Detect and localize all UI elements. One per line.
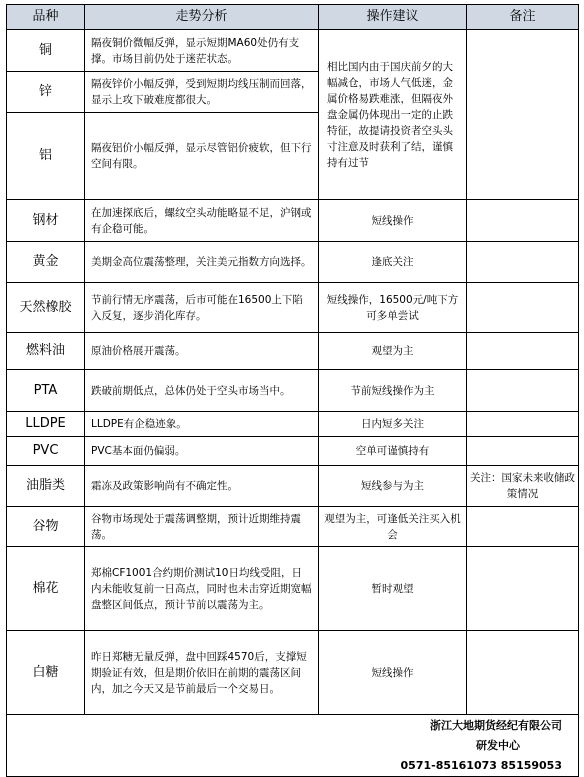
variety-name: 铜	[7, 30, 85, 72]
variety-name: 钢材	[7, 200, 85, 242]
trend-text: LLDPE有企稳迹象。	[85, 412, 319, 437]
variety-name: 棉花	[7, 547, 85, 631]
trend-text: 隔夜锌价小幅反弹，受到短期均线压制而回落，显示上攻下破难度都很大。	[85, 72, 319, 113]
advice-text: 日内短多关注	[319, 412, 467, 437]
advice-text: 观望为主	[319, 333, 467, 370]
merged-advice: 相比国内由于国庆前夕的大幅减仓，市场人气低迷，金属价格易跌难涨，但隔夜外盘金属仍体现出一定的止跌特征，故提请投资者空头头寸注意及时获利了结，谨慎持有过节	[319, 30, 467, 200]
trend-text: PVC基本面仍偏弱。	[85, 437, 319, 466]
advice-text: 短线操作	[319, 200, 467, 242]
table-row	[7, 437, 579, 466]
advice-text: 观望为主，可逢低关注买入机会	[319, 507, 467, 547]
trend-text: 跌破前期低点，总体仍处于空头市场当中。	[85, 370, 319, 412]
trend-text: 原油价格展开震荡。	[85, 333, 319, 370]
table-row	[7, 547, 579, 631]
advice-text: 短线参与为主	[319, 466, 467, 507]
footer-row	[7, 715, 579, 777]
table-row	[7, 30, 579, 72]
variety-name: 铝	[7, 113, 85, 200]
trend-text: 霜冻及政策影响尚有不确定性。	[85, 466, 319, 507]
advice-text: 短线操作，16500元/吨下方可多单尝试	[319, 283, 467, 333]
trend-text: 昨日郑糖无量反弹，盘中回踩4570后，支撑短期验证有效，但是期价依旧在前期的震荡区间内，加之今天又是节前最后一个交易日。	[85, 631, 319, 715]
variety-name: LLDPE	[7, 412, 85, 437]
header-row	[7, 5, 579, 30]
variety-name: 油脂类	[7, 466, 85, 507]
table-row	[7, 466, 579, 507]
note-text	[467, 507, 579, 547]
note-text	[467, 333, 579, 370]
table-row	[7, 200, 579, 242]
table-row	[7, 507, 579, 547]
note-text	[467, 437, 579, 466]
header-variety: 品种	[7, 5, 85, 30]
trend-text: 隔夜铝价小幅反弹，显示尽管铝价疲软，但下行空间有限。	[85, 113, 319, 200]
table-row	[7, 242, 579, 283]
note-text	[467, 631, 579, 715]
footer-phone: 0571-85161073 85159053	[400, 758, 562, 772]
table-row	[7, 631, 579, 715]
advice-text: 空单可谨慎持有	[319, 437, 467, 466]
variety-name: 黄金	[7, 242, 85, 283]
trend-text: 郑棉CF1001合约期价测试10日均线受阻，日内未能收复前一日高点，同时也未击穿近期宽幅盘整区间低点，预计节前以震荡为主。	[85, 547, 319, 631]
table-row	[7, 370, 579, 412]
variety-name: 谷物	[7, 507, 85, 547]
header-trend: 走势分析	[85, 5, 319, 30]
variety-name: 白糖	[7, 631, 85, 715]
footer-company: 浙江大地期货经纪有限公司	[430, 718, 562, 732]
trend-text: 隔夜铜价微幅反弹，显示短期MA60处仍有支撑。市场目前仍处于迷茫状态。	[85, 30, 319, 72]
note-text: 关注：国家未来收储政策情况	[467, 466, 579, 507]
note-text	[467, 242, 579, 283]
market-analysis-table	[6, 4, 579, 777]
variety-name: 天然橡胶	[7, 283, 85, 333]
footer	[7, 715, 579, 777]
trend-text: 在加速探底后，螺纹空头动能略显不足，沪钢或有企稳可能。	[85, 200, 319, 242]
header-advice: 操作建议	[319, 5, 467, 30]
note-text	[467, 200, 579, 242]
header-notes: 备注	[467, 5, 579, 30]
table-row	[7, 333, 579, 370]
table-row	[7, 412, 579, 437]
advice-text: 短线操作	[319, 631, 467, 715]
note-text	[467, 283, 579, 333]
variety-name: PTA	[7, 370, 85, 412]
trend-text: 节前行情无序震荡，后市可能在16500上下陷入反复，逐步消化库存。	[85, 283, 319, 333]
variety-name: 锌	[7, 72, 85, 113]
table-row	[7, 283, 579, 333]
variety-name: 燃料油	[7, 333, 85, 370]
footer-dept: 研发中心	[476, 738, 520, 752]
advice-text: 逢底关注	[319, 242, 467, 283]
note-text	[467, 547, 579, 631]
note-cell	[467, 30, 579, 200]
advice-text: 节前短线操作为主	[319, 370, 467, 412]
trend-text: 谷物市场现处于震荡调整期，预计近期维持震荡。	[85, 507, 319, 547]
advice-text: 暂时观望	[319, 547, 467, 631]
variety-name: PVC	[7, 437, 85, 466]
trend-text: 美期金高位震荡整理，关注美元指数方向选择。	[85, 242, 319, 283]
note-text	[467, 370, 579, 412]
note-text	[467, 412, 579, 437]
